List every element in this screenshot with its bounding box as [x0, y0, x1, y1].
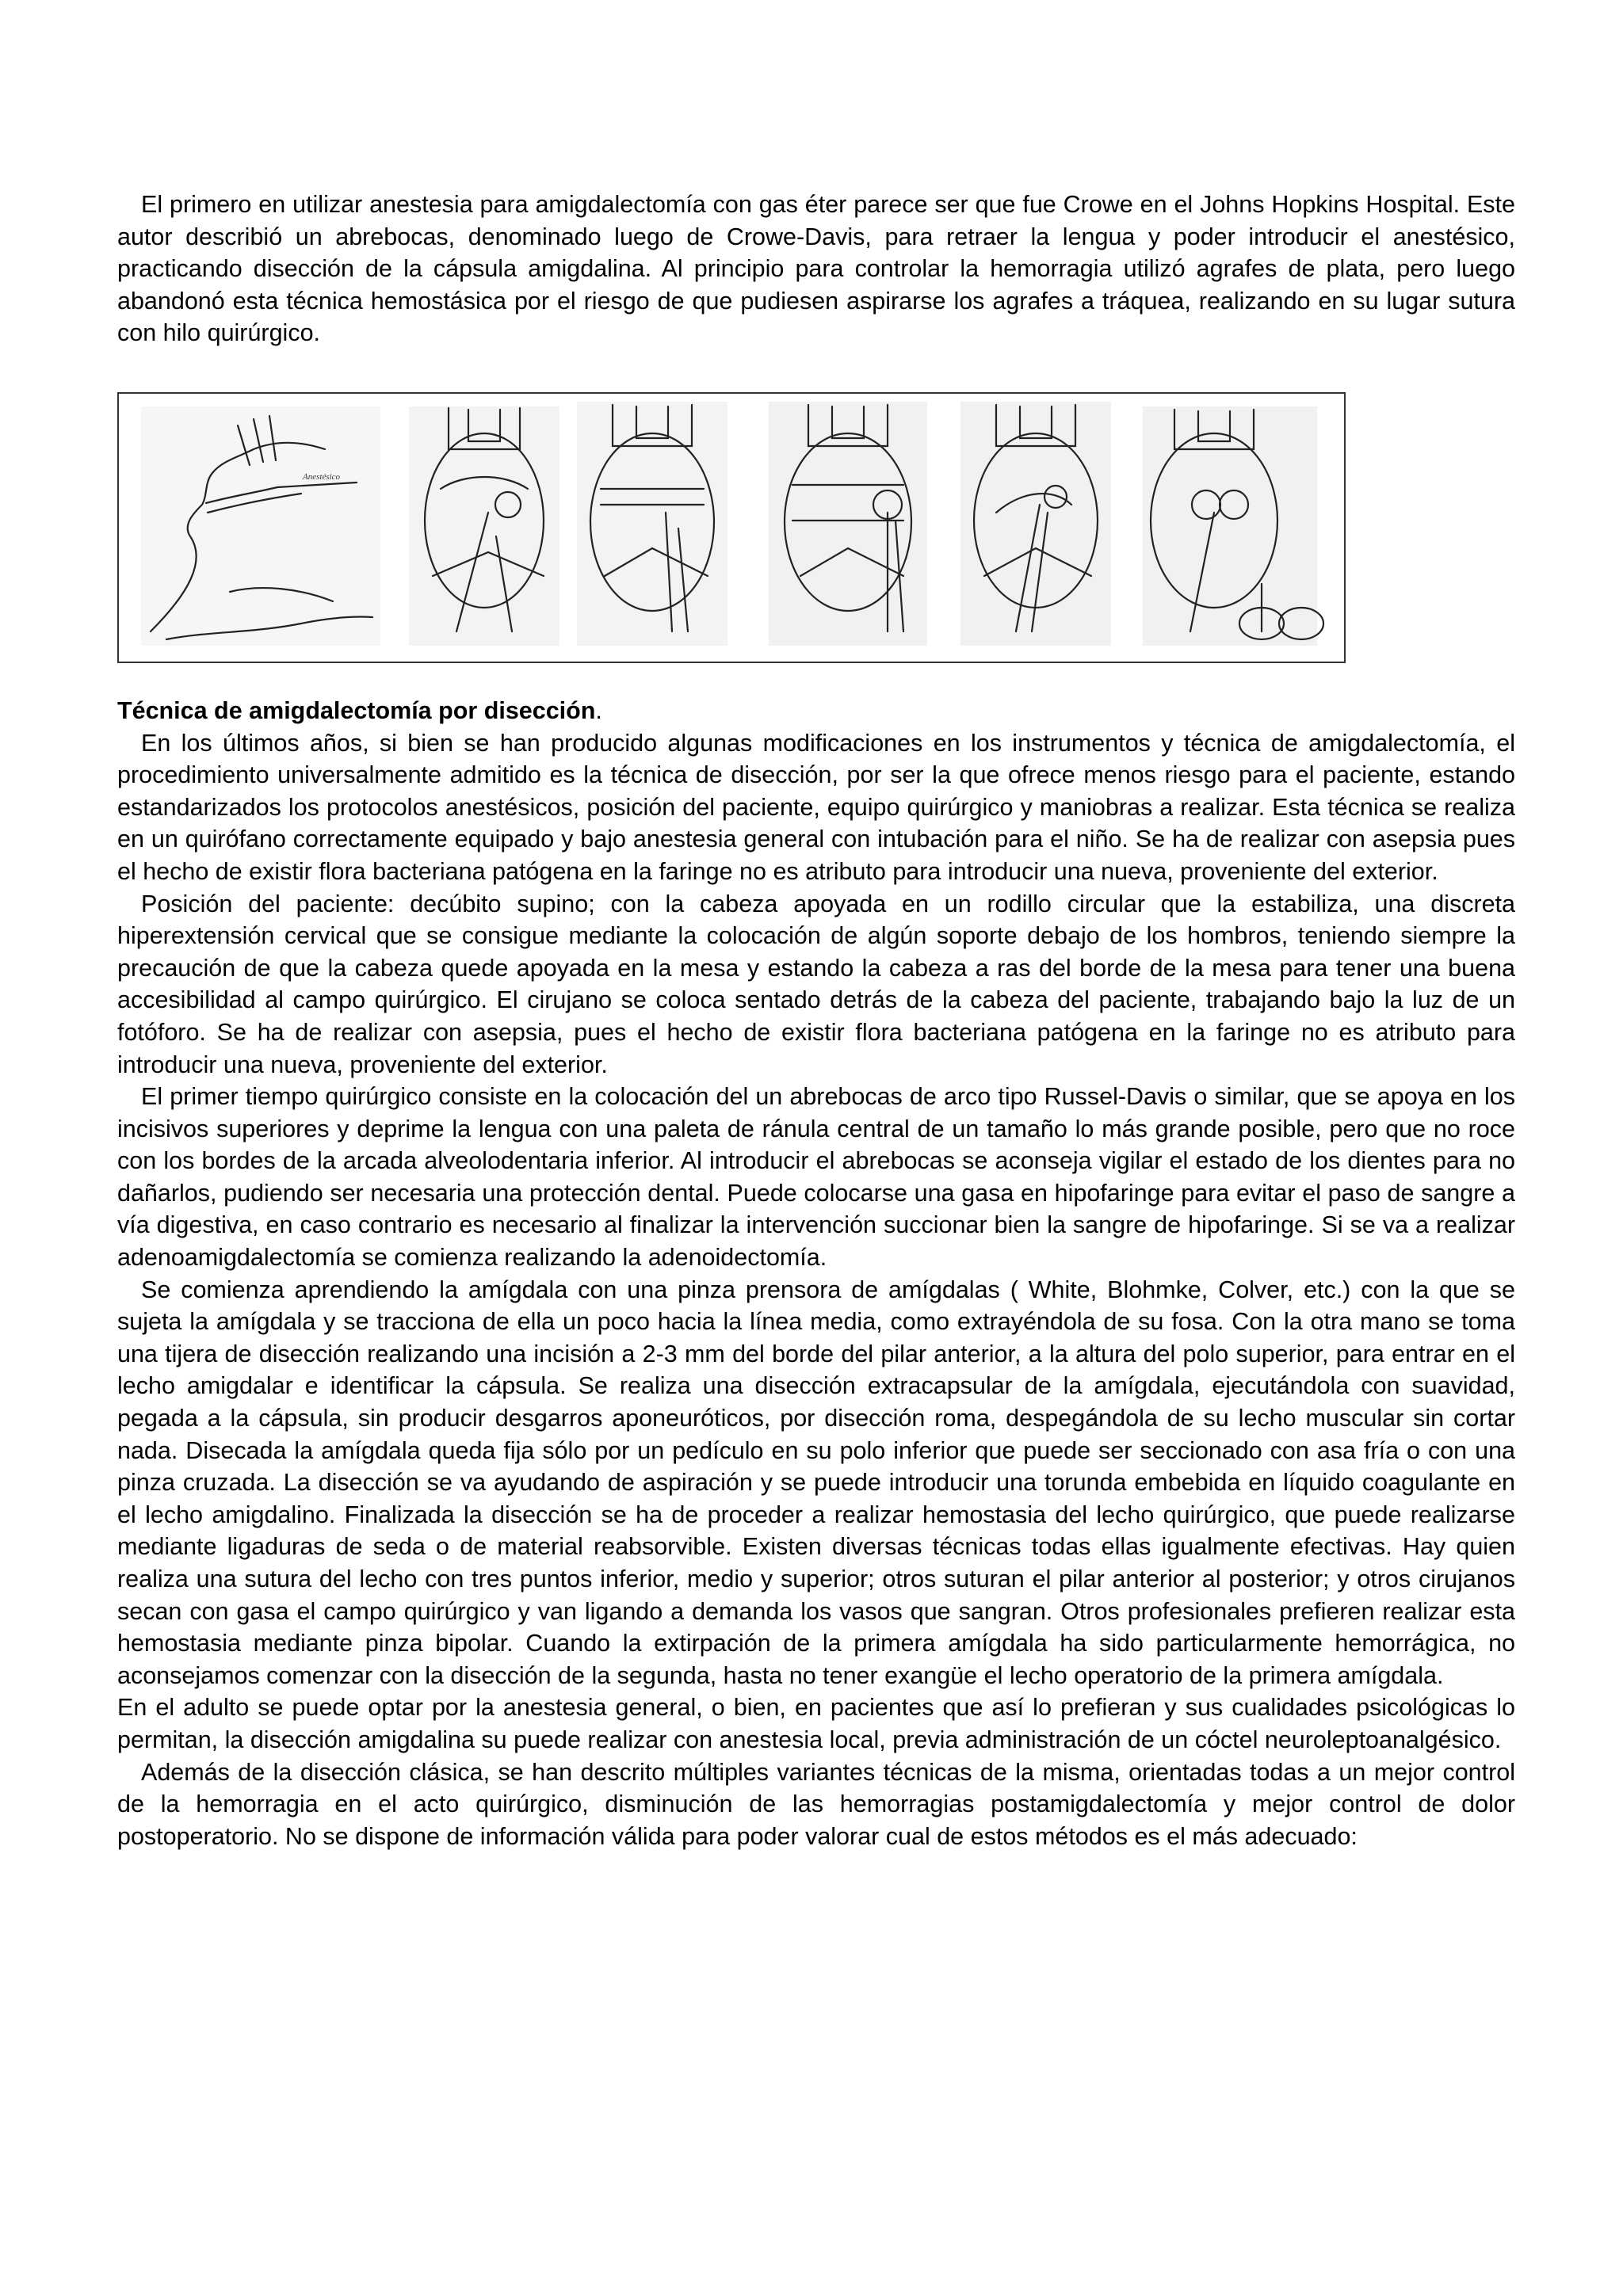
panel-mouth-gag-1 — [409, 406, 559, 646]
surgery-steps-illustration — [119, 394, 1344, 662]
surgery-illustration-figure — [117, 392, 1346, 663]
paragraph: En el adulto se puede optar por la anestesia general, o bien, en pacientes que así lo prefieran y sus cualidades psicológicas lo permitan, la disección amigdalina su puede realizar con anestesia local, previa administración de un cóctel neuroleptoanalgésico. — [117, 1694, 1515, 1753]
intro-paragraph: El primero en utilizar anestesia para amigdalectomía con gas éter parece ser que fue Crowe en el Johns Hopkins Hospital. Este autor describió un abrebocas, denominado luego de Crowe-Davis, para retraer la lengua y poder introducir el anestésico, practicando disección de la cápsula amigdalina. Al principio para controlar la hemorragia utilizó agrafes de plata, pero luego abandonó esta técnica hemostásica por el riesgo de que pudiesen aspirarse los agrafes a tráquea, realizando en su lugar sutura con hilo quirúrgico. — [117, 191, 1515, 347]
section-title: Técnica de amigdalectomía por disección — [117, 696, 596, 724]
paragraph: El primer tiempo quirúrgico consiste en la colocación del un abrebocas de arco tipo Russel-Davis o similar, que se apoya en los incisivos superiores y deprime la lengua con una paleta de ránula central de un tamaño lo más grande posible, pero que no roce con los bordes de la arcada alveolodentaria inferior. Al introducir el abrebocas se aconseja vigilar el estado de los dientes para no dañarlos, pudiendo ser necesaria una protección dental. Puede colocarse una gasa en hipofaringe para evitar el paso de sangre a vía digestiva, en caso contrario es necesario al finalizar la intervención succionar bien la sangre de hipofaringe. Si se va a realizar adenoamigdalectomía se comienza realizando la adenoidectomía. — [117, 1083, 1515, 1272]
document-page — [117, 189, 1515, 1852]
panel-anesthesia-profile — [141, 406, 380, 646]
panel-mouth-gag-4 — [960, 402, 1111, 646]
panel-mouth-gag-3 — [769, 402, 927, 646]
dissection-section — [117, 695, 1515, 1852]
paragraph: En los últimos años, si bien se han producido algunas modificaciones en los instrumentos y técnica de amigdalectomía, el procedimiento universalmente admitido es la técnica de disección, por ser la que ofrece menos riesgo para el paciente, estando estandarizados los protocolos anestésicos, posición del paciente, equipo quirúrgico y maniobras a realizar. Esta técnica se realiza en un quirófano correctamente equipado y bajo anestesia general con intubación para el niño. Se ha de realizar con asepsia pues el hecho de existir flora bacteriana patógena en la faringe no es atributo para introducir una nueva, proveniente del exterior. — [117, 729, 1515, 885]
paragraph: Además de la disección clásica, se han descrito múltiples variantes técnicas de la misma, orientadas todas a un mejor control de la hemorragia en el acto quirúrgico, disminución de las hemorragias postamigdalectomía y mejor control de dolor postoperatorio. No se dispone de información válida para poder valorar cual de estos métodos es el más adecuado: — [117, 1758, 1515, 1850]
panel-mouth-gag-5 — [1143, 406, 1323, 646]
panel-mouth-gag-2 — [577, 402, 727, 646]
paragraph: Se comienza aprendiendo la amígdala con una pinza prensora de amígdalas ( White, Blohmke, Colver, etc.) con la que se sujeta la amígdala y se tracciona de ella un poco hacia la línea media, como extrayéndola de su fosa. Con la otra mano se toma una tijera de disección realizando una incisión a 2-3 mm del borde del pilar anterior, a la altura del polo superior, para entrar en el lecho amigdalar e identificar la cápsula. Se realiza una disección extracapsular de la amígdala, ejecutándola con suavidad, pegada a la cápsula, sin producir desgarros aponeuróticos, por disección roma, despegándola de su lecho muscular sin cortar nada. Disecada la amígdala queda fija sólo por un pedículo en su polo inferior que puede ser seccionado con asa fría o con una pinza cruzada. La disección se va ayudando de aspiración y se puede introducir una torunda embebida en líquido coagulante en el lecho amigdalino. Finalizada la disección se ha de proceder a realizar hemostasia del lecho quirúrgico, que puede realizarse mediante ligaduras de seda o de material reabsorvible. Existen diversas técnicas todas ellas igualmente efectivas. Hay quien realiza una sutura del lecho con tres puntos inferior, medio y superior; otros suturan el pilar anterior al posterior; y otros cirujanos secan con gasa el campo quirúrgico y van ligando a demanda los vasos que sangran. Otros profesionales prefieren realizar esta hemostasia mediante pinza bipolar. Cuando la extirpación de la primera amígdala ha sido particularmente hemorrágica, no aconsejamos comenzar con la disección de la segunda, hasta no tener exangüe el lecho operatorio de la primera amígdala. — [117, 1276, 1515, 1689]
section-heading — [117, 695, 1515, 727]
svg-text:Anestésico: Anestésico — [303, 471, 341, 482]
paragraph: Posición del paciente: decúbito supino; con la cabeza apoyada en un rodillo circular que la estabiliza, una discreta hiperextensión cervical que se consigue mediante la colocación de algún soporte debajo de los hombros, teniendo siempre la precaución de que la cabeza quede apoyada en la mesa y estando la cabeza a ras del borde de la mesa para tener una buena accesibilidad al campo quirúrgico. El cirujano se coloca sentado detrás de la cabeza del paciente, trabajando bajo la luz de un fotóforo. Se ha de realizar con asepsia, pues el hecho de existir flora bacteriana patógena en la faringe no es atributo para introducir una nueva, proveniente del exterior. — [117, 890, 1515, 1078]
section-title-period: . — [595, 696, 602, 724]
